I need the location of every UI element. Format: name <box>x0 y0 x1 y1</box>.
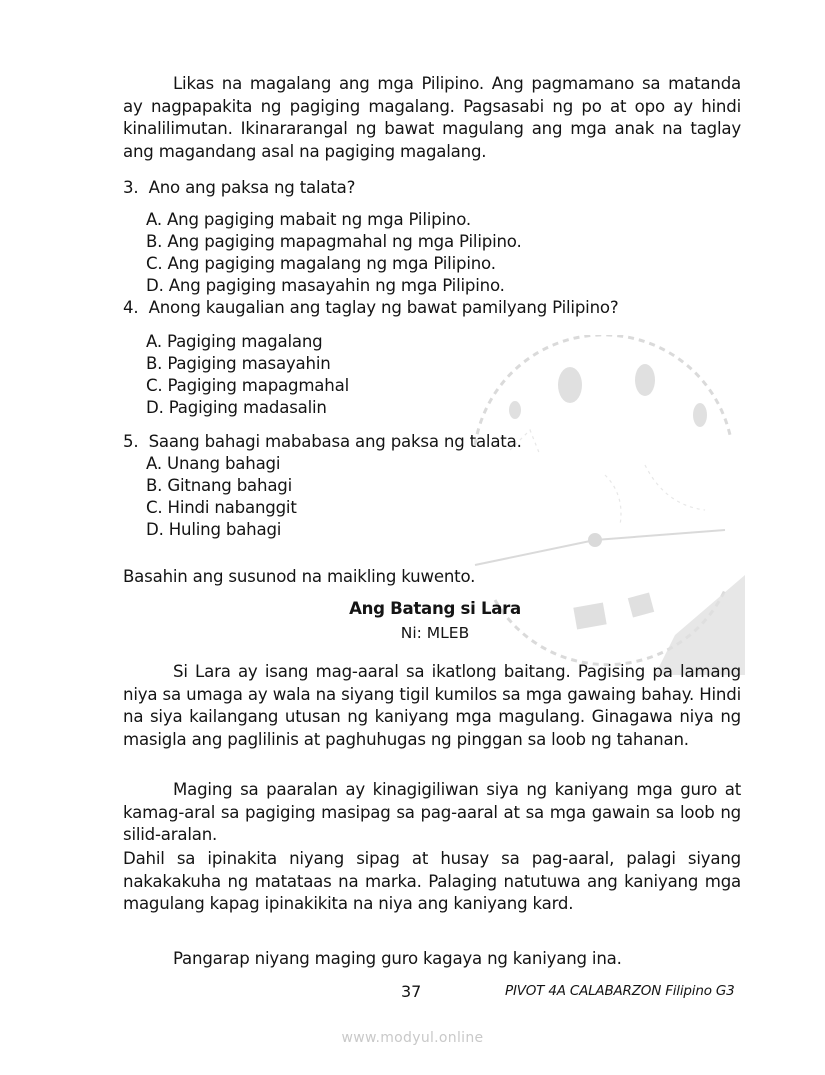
story-paragraph-2 <box>123 779 741 847</box>
story-paragraph-1 <box>123 661 741 751</box>
choice-4d: D. Pagiging madasalin <box>146 398 327 417</box>
intro-passage-text: Likas na magalang ang mga Pilipino. Ang pagmamano sa matanda ay nagpapakita ng pagiging magalang. Pagsasabi ng po at opo ay hindi kinalilimutan. Ikinararangal ng bawat magulang ang mga anak na taglay ang magandang asal na pagiging magalang. <box>123 74 741 161</box>
question-prompt: Saang bahagi mababasa ang paksa ng talata. <box>148 432 522 451</box>
story-paragraph-text: Si Lara ay isang mag-aaral sa ikatlong baitang. Pagising pa lamang niya sa umaga ay wala na siyang tigil kumilos sa mga gawaing bahay. Hindi na siya kailangang utusan ng kaniyang mga magulang. Ginagawa niya ng masigla ang paglilinis at paghuhugas ng pinggan sa loob ng tahanan. <box>123 662 741 749</box>
choice-5c: C. Hindi nabanggit <box>146 498 297 517</box>
question-number: 3. <box>123 178 139 197</box>
choice-5d: D. Huling bahagi <box>146 520 282 539</box>
question-prompt: Anong kaugalian ang taglay ng bawat pamilyang Pilipino? <box>148 298 619 317</box>
question-number: 5. <box>123 432 139 451</box>
choice-4c: C. Pagiging mapagmahal <box>146 376 349 395</box>
choice-4b: B. Pagiging masayahin <box>146 354 331 373</box>
story-paragraph-4 <box>123 948 741 971</box>
question-4 <box>123 297 618 319</box>
choice-3d: D. Ang pagiging masayahin ng mga Pilipino. <box>146 276 505 295</box>
reading-instruction: Basahin ang susunod na maikling kuwento. <box>123 567 476 586</box>
site-watermark: www.modyul.online <box>341 1030 484 1046</box>
choice-3a: A. Ang pagiging mabait ng mga Pilipino. <box>146 210 471 229</box>
choice-5b: B. Gitnang bahagi <box>146 476 293 495</box>
story-title: Ang Batang si Lara <box>349 599 521 618</box>
page-number: 37 <box>401 982 422 1001</box>
document-label: PIVOT 4A CALABARZON Filipino G3 <box>505 983 735 999</box>
story-paragraph-text: Pangarap niyang maging guro kagaya ng kaniyang ina. <box>173 949 622 968</box>
choice-4a: A. Pagiging magalang <box>146 332 323 351</box>
choice-3c: C. Ang pagiging magalang ng mga Pilipino. <box>146 254 496 273</box>
choice-3b: B. Ang pagiging mapagmahal ng mga Pilipino. <box>146 232 522 251</box>
question-number: 4. <box>123 298 139 317</box>
question-prompt: Ano ang paksa ng talata? <box>148 178 356 197</box>
question-5 <box>123 431 522 453</box>
intro-passage <box>123 73 741 163</box>
story-author: Ni: MLEB <box>400 624 470 642</box>
story-paragraph-text: Maging sa paaralan ay kinagigiliwan siya ng kaniyang mga guro at kamag-aral sa pagiging masipag sa pag-aaral at sa mga gawain sa loob ng silid-aralan. <box>123 780 741 844</box>
story-paragraph-3 <box>123 848 741 916</box>
choice-5a: A. Unang bahagi <box>146 454 281 473</box>
question-3 <box>123 177 355 199</box>
story-paragraph-text: Dahil sa ipinakita niyang sipag at husay sa pag-aaral, palagi siyang nakakakuha ng matataas na marka. Palaging natutuwa ang kaniyang mga magulang kapag ipinakikita na niya ang kaniyang kard. <box>123 849 741 913</box>
